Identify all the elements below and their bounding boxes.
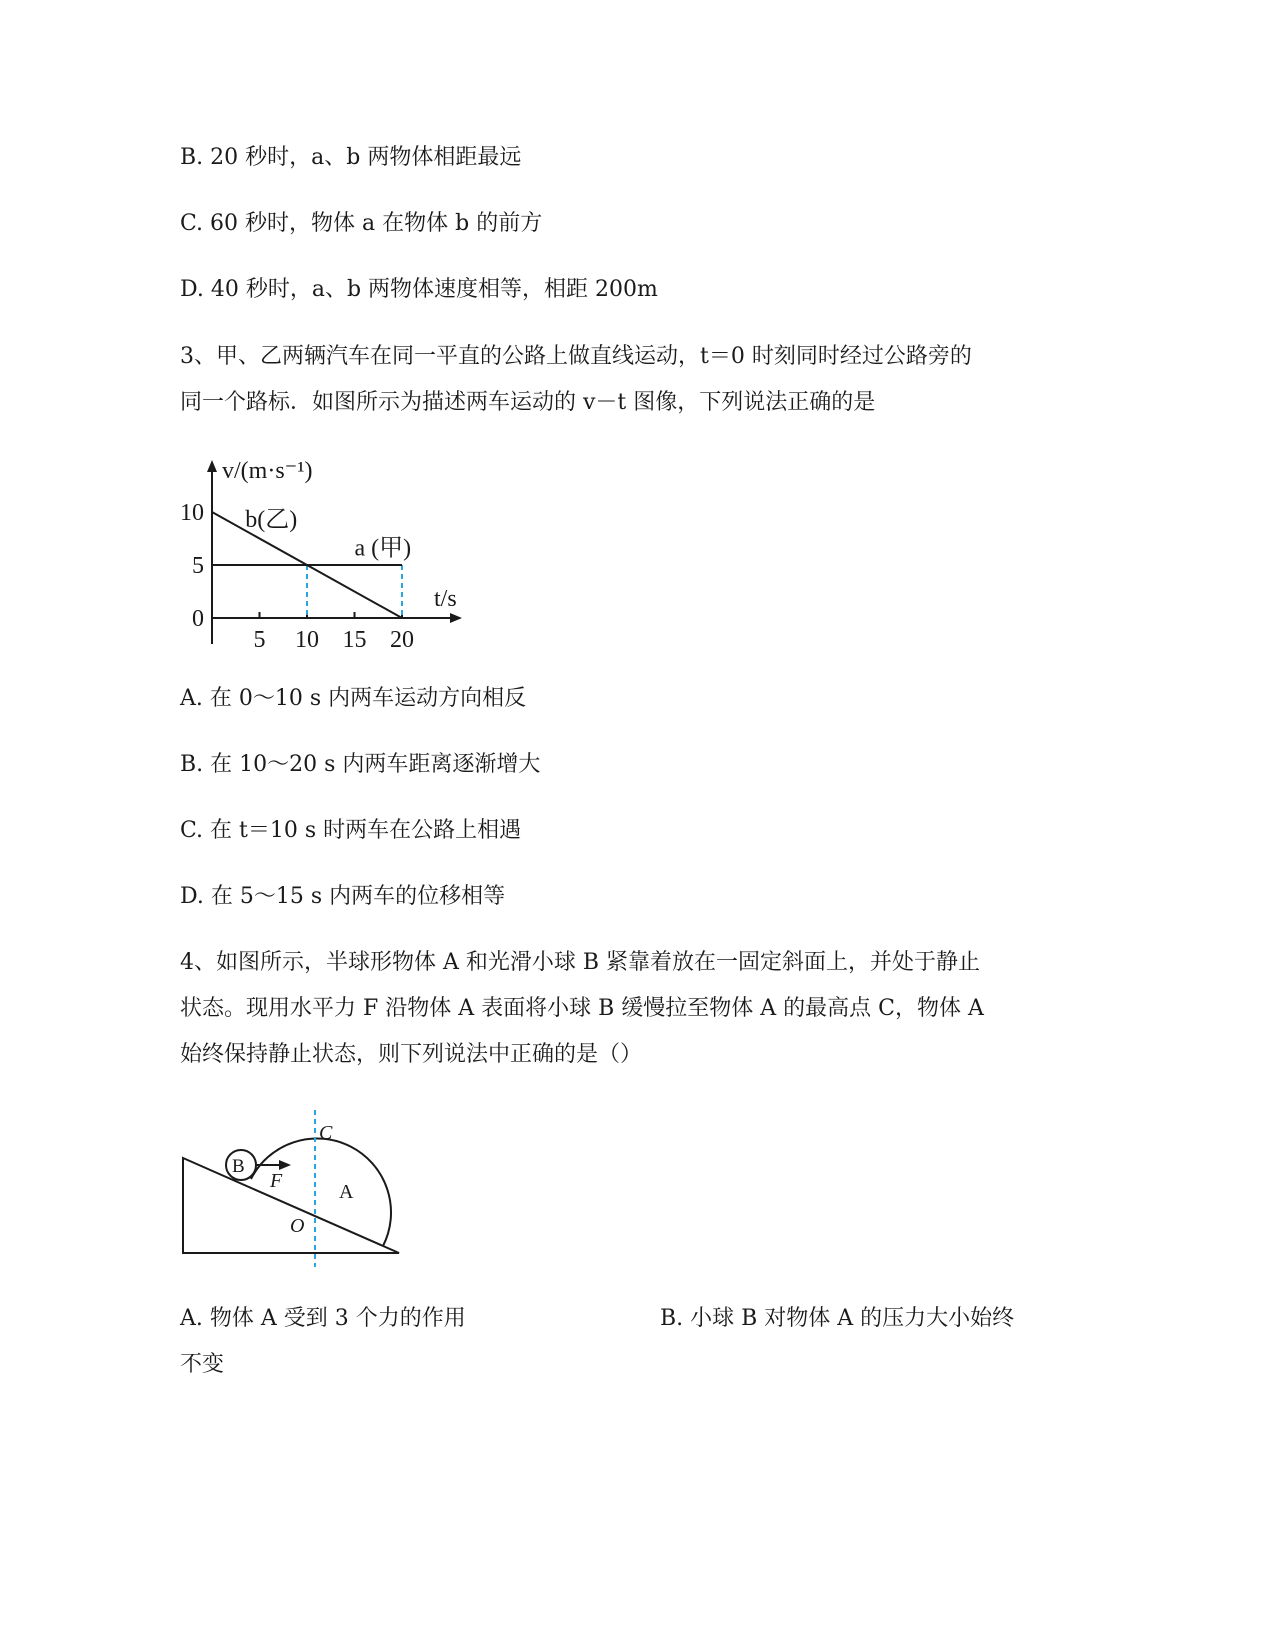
label-c: C: [319, 1122, 333, 1144]
q3-stem-line2: 同一个路标．如图所示为描述两车运动的 v－t 图像，下列说法正确的是: [180, 390, 876, 415]
x-tick-label: 20: [390, 627, 414, 653]
q2-option-c: C. 60 秒时，物体 a 在物体 b 的前方: [180, 211, 543, 236]
x-tick-label: 5: [253, 627, 266, 653]
q4-stem-line1: 4、如图所示，半球形物体 A 和光滑小球 B 紧靠着放在一固定斜面上，并处于静止: [180, 950, 981, 975]
q2-option-b: B. 20 秒时，a、b 两物体相距最远: [180, 145, 522, 170]
incline-diagram: [175, 1105, 410, 1270]
y-tick-label: 5: [192, 553, 204, 579]
label-o: O: [290, 1215, 305, 1237]
x-tick-label: 15: [342, 627, 367, 653]
y-axis-label: v/(m·s⁻¹): [222, 458, 313, 484]
y-tick-label: 10: [180, 500, 204, 526]
q3-stem-line1: 3、甲、乙两辆汽车在同一平直的公路上做直线运动，t＝0 时刻同时经过公路旁的: [180, 344, 972, 369]
q4-stem-line2: 状态。现用水平力 F 沿物体 A 表面将小球 B 缓慢拉至物体 A 的最高点 C，物体 A: [180, 996, 984, 1021]
vt-chart: [170, 448, 480, 653]
label-f: F: [270, 1170, 283, 1192]
q4-stem-line3: 始终保持静止状态，则下列说法中正确的是（）: [180, 1042, 643, 1067]
incline-wedge: [183, 1158, 399, 1253]
q4-option-b-line2: 不变: [180, 1352, 225, 1377]
q3-option-a: A. 在 0～10 s 内两车运动方向相反: [180, 686, 527, 711]
x-tick-label: 10: [295, 627, 319, 653]
hemisphere-a: [251, 1138, 391, 1246]
q3-option-b: B. 在 10～20 s 内两车距离逐渐增大: [180, 752, 541, 777]
q3-option-d: D. 在 5～15 s 内两车的位移相等: [180, 884, 506, 909]
label-b: B: [232, 1156, 245, 1177]
label-a: A: [339, 1181, 354, 1203]
x-axis-arrowhead: [450, 613, 462, 623]
series-label-b: b(乙): [245, 506, 298, 533]
q3-option-c: C. 在 t＝10 s 时两车在公路上相遇: [180, 818, 522, 843]
x-axis-label: t/s: [434, 586, 457, 612]
q2-option-d: D. 40 秒时，a、b 两物体速度相等，相距 200m: [180, 277, 658, 302]
force-arrowhead: [279, 1160, 291, 1170]
y-axis-arrowhead: [207, 460, 217, 472]
series-label-a: a (甲): [354, 535, 412, 562]
y-tick-label: 0: [192, 606, 204, 632]
q4-option-b-line1: B. 小球 B 对物体 A 的压力大小始终: [660, 1306, 1015, 1331]
q4-option-a: A. 物体 A 受到 3 个力的作用: [180, 1306, 466, 1331]
